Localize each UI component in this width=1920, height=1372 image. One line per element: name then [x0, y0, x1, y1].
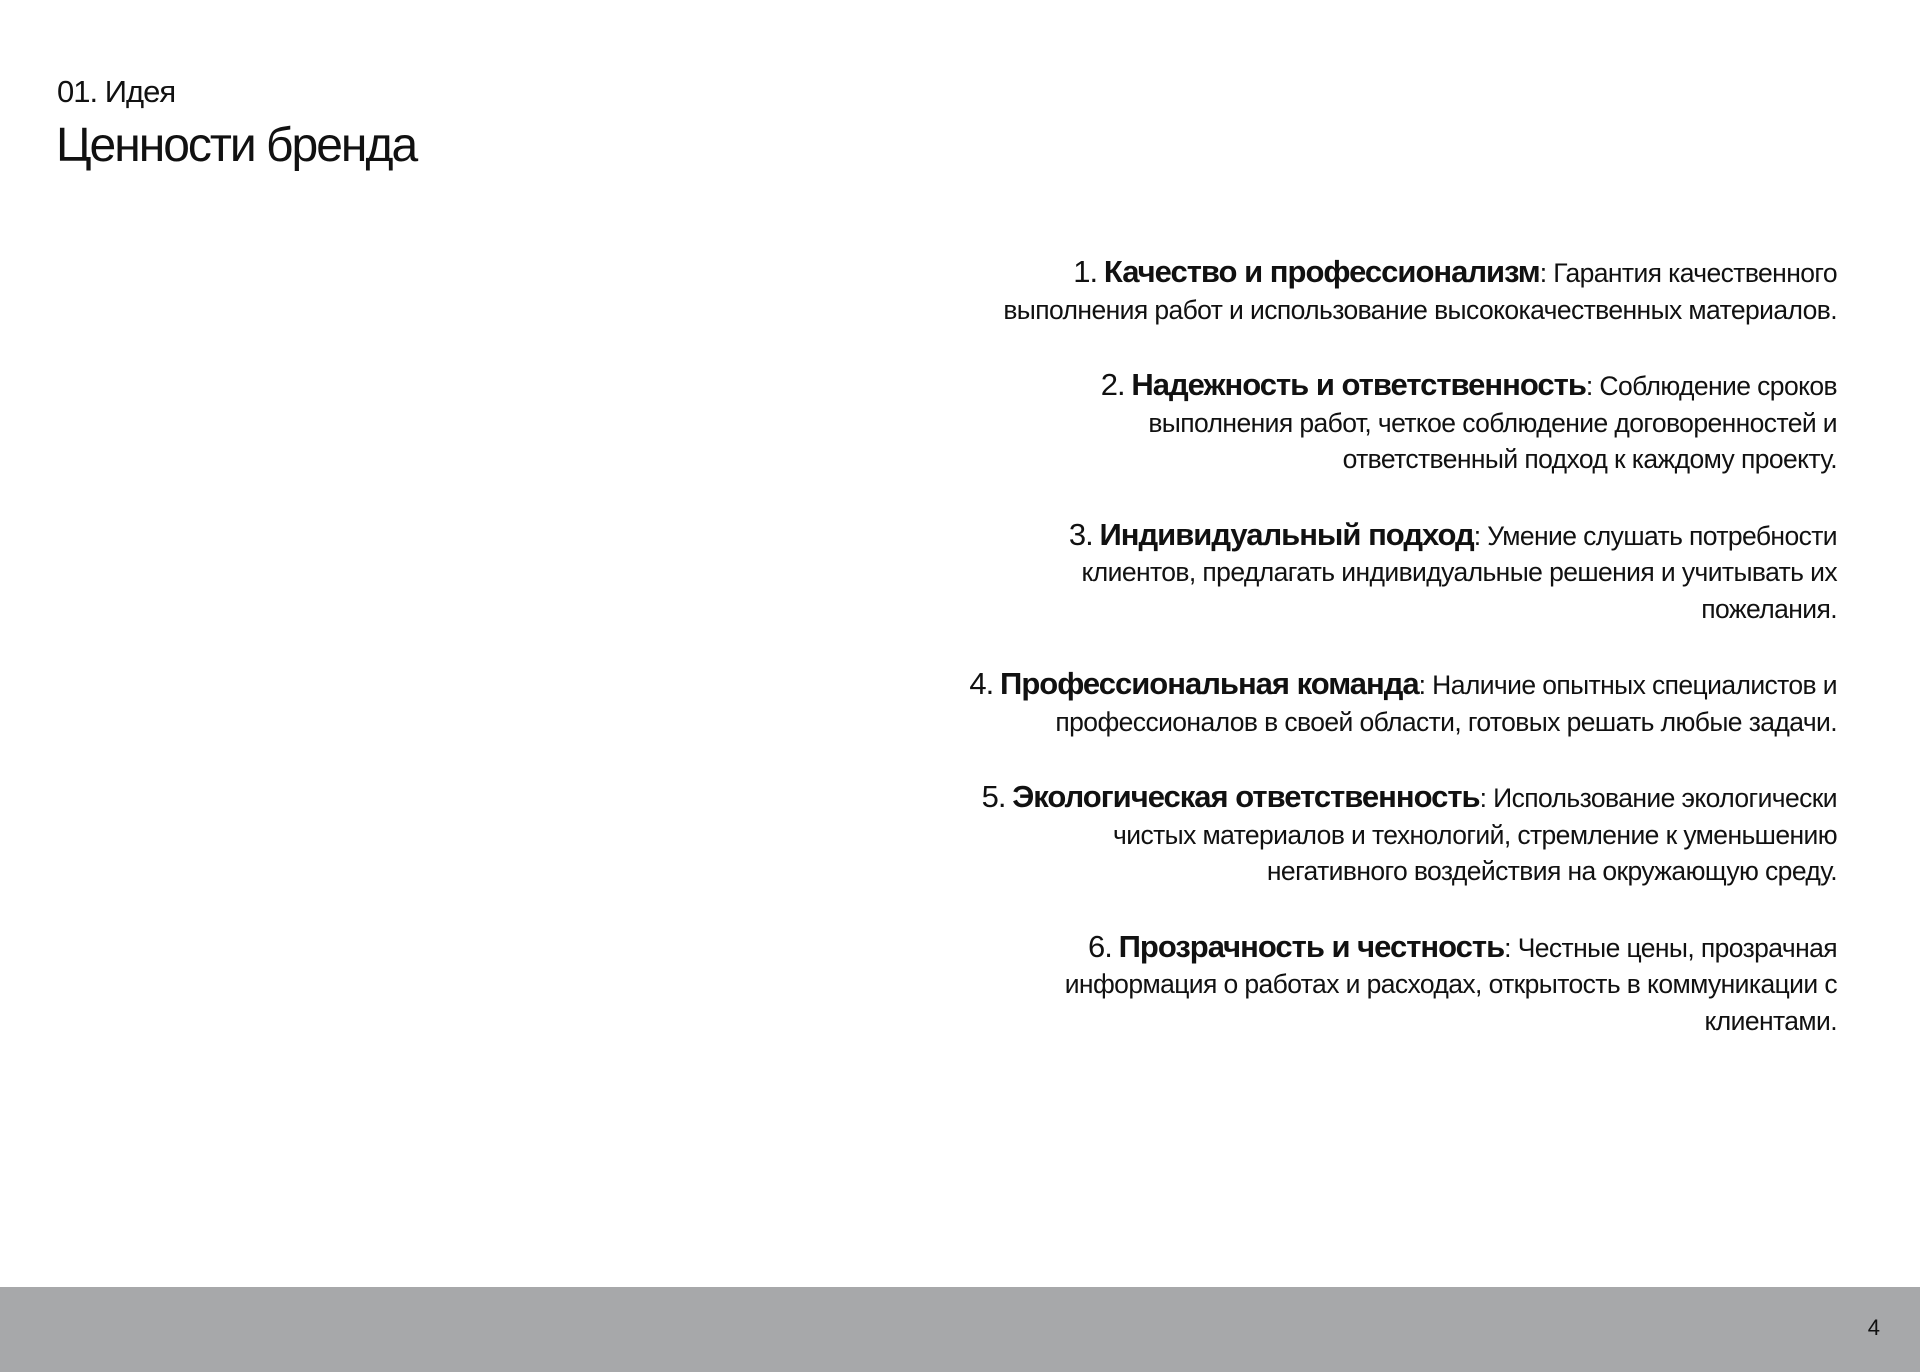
value-text: : Использование экологически [1479, 783, 1837, 813]
value-title: Качество и профессионализм [1103, 254, 1540, 289]
value-number: 2. [1100, 367, 1125, 402]
value-title: Прозрачность и честность [1118, 928, 1505, 964]
value-text-line: ответственный подход к каждому проекту. [1342, 444, 1837, 474]
value-text-line: негативного воздействия на окружающую среду. [1266, 856, 1837, 886]
value-text-line: клиентов, предлагать индивидуальные решения и учитывать их [1081, 557, 1837, 587]
value-first-line [817, 254, 1837, 292]
value-item-individual-approach [817, 517, 1837, 628]
section-label: 01. Идея [57, 74, 176, 109]
value-text: : Гарантия качественного [1539, 258, 1837, 288]
value-text: : Честные цены, прозрачная [1504, 932, 1837, 963]
value-item-quality [817, 254, 1837, 328]
value-text-line: пожелания. [1701, 593, 1837, 624]
value-number: 3. [1068, 516, 1093, 552]
brand-values-list [817, 254, 1837, 1039]
value-text-line: профессионалов в своей области, готовых решать любые задачи. [1055, 706, 1837, 737]
value-number: 1. [1073, 254, 1098, 289]
value-text-line: выполнения работ и использование высококачественных материалов. [1003, 294, 1837, 325]
value-item-reliability [817, 367, 1837, 478]
value-text: : Соблюдение сроков [1585, 371, 1837, 401]
value-first-line [817, 929, 1837, 967]
page-number: 4 [1867, 1315, 1880, 1340]
value-first-line [817, 517, 1837, 555]
value-number: 6. [1087, 928, 1112, 964]
value-text-line: клиентами. [1704, 1005, 1837, 1036]
value-first-line [817, 367, 1837, 405]
value-title: Индивидуальный подход [1099, 516, 1474, 552]
value-item-team [817, 666, 1837, 740]
value-first-line [817, 779, 1837, 817]
value-item-ecology [817, 779, 1837, 890]
value-title: Экологическая ответственность [1012, 779, 1480, 814]
value-first-line [817, 666, 1837, 704]
value-title: Профессиональная команда [1000, 666, 1419, 701]
value-text-line: информация о работах и расходах, открытость в коммуникации с [1064, 969, 1837, 999]
page-title: Ценности бренда [56, 119, 417, 172]
value-item-transparency [817, 929, 1837, 1040]
value-number: 5. [981, 779, 1006, 814]
value-text-line: выполнения работ, четкое соблюдение договоренностей и [1148, 407, 1837, 438]
value-text: : Умение слушать потребности [1473, 520, 1837, 551]
value-text: : Наличие опытных специалистов и [1418, 670, 1837, 700]
footer-bar [0, 1287, 1920, 1372]
value-number: 4. [969, 666, 994, 701]
value-text-line: чистых материалов и технологий, стремление к уменьшению [1113, 819, 1837, 850]
value-title: Надежность и ответственность [1131, 367, 1586, 402]
